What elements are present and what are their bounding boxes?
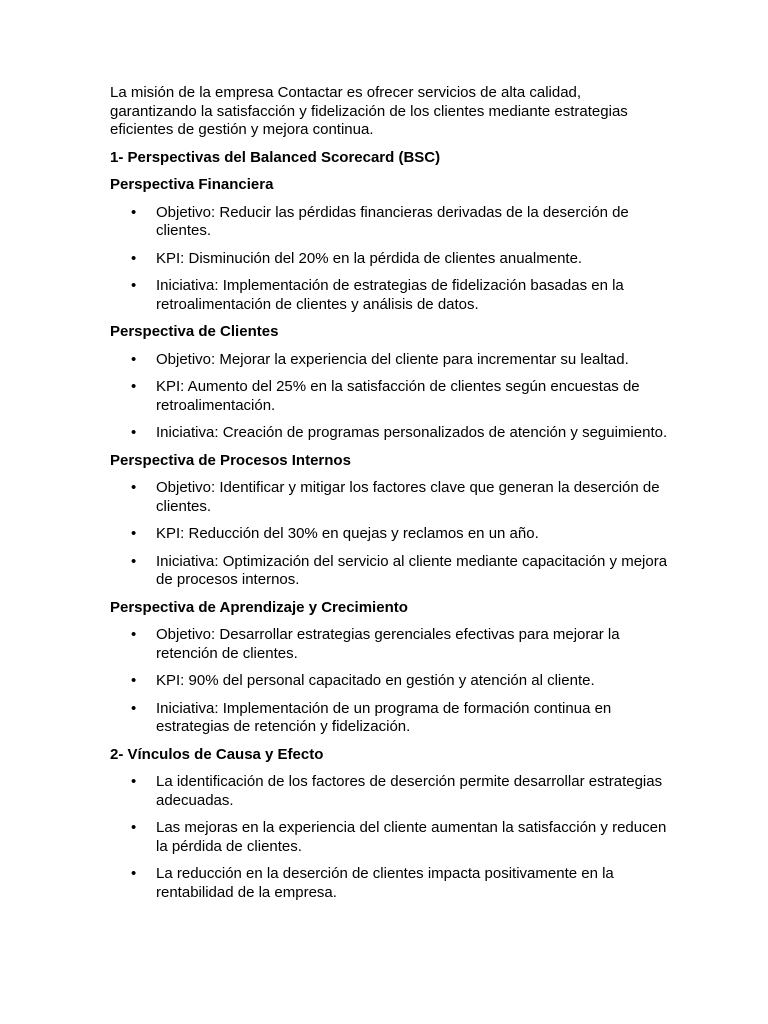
list-item xyxy=(110,819,670,856)
section-heading: Perspectiva de Procesos Internos xyxy=(110,451,351,469)
list-item xyxy=(110,553,670,590)
list-item-text: KPI: 90% del personal capacitado en gestión y atención al cliente. xyxy=(156,672,595,689)
list-item-text: Iniciativa: Implementación de un programa de formación continua en estrategias de retención y fidelización. xyxy=(156,699,612,735)
bullet-icon: • xyxy=(131,249,137,267)
list-item-text: La identificación de los factores de deserción permite desarrollar estrategias adecuadas. xyxy=(156,773,663,809)
list-item-text: La reducción en la deserción de clientes impacta positivamente en la rentabilidad de la empresa. xyxy=(156,865,614,901)
bullet-list xyxy=(110,351,670,443)
list-item xyxy=(110,378,670,415)
bullet-icon: • xyxy=(131,525,137,542)
list-item-text: Iniciativa: Implementación de estrategias de fidelización basadas en la retroalimentación de clientes y análisis de datos. xyxy=(156,277,624,313)
document-sections xyxy=(110,149,670,903)
document-page xyxy=(110,84,670,911)
bullet-list xyxy=(110,479,670,590)
list-item xyxy=(110,865,670,902)
list-item-text: Objetivo: Desarrollar estrategias gerenciales efectivas para mejorar la retención de clientes. xyxy=(156,626,620,662)
bullet-icon: • xyxy=(131,626,137,643)
intro-paragraph: La misión de la empresa Contactar es ofrecer servicios de alta calidad, garantizando la satisfacción y fidelización de los clientes mediante estrategias eficientes de gestión y mejora continua. xyxy=(110,84,628,138)
list-item-text: Las mejoras en la experiencia del cliente aumentan la satisfacción y reducen la pérdida de clientes. xyxy=(156,819,667,855)
bullet-icon: • xyxy=(131,277,137,294)
list-item xyxy=(110,351,670,370)
bullet-icon: • xyxy=(131,773,137,790)
list-item-text: Objetivo: Mejorar la experiencia del cliente para incrementar su lealtad. xyxy=(156,350,629,368)
list-item xyxy=(110,277,670,314)
section-heading: Perspectiva de Aprendizaje y Crecimiento xyxy=(110,598,408,616)
list-item xyxy=(110,250,670,269)
section-heading: Perspectiva Financiera xyxy=(110,176,274,193)
list-item-text: Objetivo: Identificar y mitigar los factores clave que generan la deserción de clientes. xyxy=(156,479,660,515)
bullet-icon: • xyxy=(131,203,137,221)
section-heading: Perspectiva de Clientes xyxy=(110,323,279,340)
list-item-text: KPI: Disminución del 20% en la pérdida de clientes anualmente. xyxy=(156,249,583,267)
list-item-text: Objetivo: Reducir las pérdidas financieras derivadas de la deserción de clientes. xyxy=(156,203,629,239)
bullet-icon: • xyxy=(131,819,137,836)
list-item xyxy=(110,700,670,737)
list-item xyxy=(110,525,670,544)
bullet-icon: • xyxy=(131,479,137,496)
list-item xyxy=(110,626,670,663)
bullet-icon: • xyxy=(131,672,137,689)
list-item-text: Iniciativa: Optimización del servicio al cliente mediante capacitación y mejora de procesos internos. xyxy=(156,552,668,588)
bullet-icon: • xyxy=(131,865,137,882)
bullet-icon: • xyxy=(131,699,137,717)
section-heading: 2- Vínculos de Causa y Efecto xyxy=(110,745,324,763)
bullet-list xyxy=(110,204,670,315)
list-item xyxy=(110,773,670,810)
list-item xyxy=(110,672,670,691)
section-heading: 1- Perspectivas del Balanced Scorecard (BSC) xyxy=(110,148,441,166)
list-item-text: Iniciativa: Creación de programas personalizados de atención y seguimiento. xyxy=(156,424,668,441)
bullet-icon: • xyxy=(131,350,137,368)
bullet-list xyxy=(110,626,670,737)
bullet-icon: • xyxy=(131,424,137,441)
list-item-text: KPI: Reducción del 30% en quejas y reclamos en un año. xyxy=(156,525,539,542)
bullet-icon: • xyxy=(131,552,137,570)
bullet-list xyxy=(110,773,670,902)
list-item xyxy=(110,204,670,241)
list-item-text: KPI: Aumento del 25% en la satisfacción de clientes según encuestas de retroalimentación. xyxy=(156,378,640,414)
bullet-icon: • xyxy=(131,378,137,395)
list-item xyxy=(110,479,670,516)
list-item xyxy=(110,424,670,443)
